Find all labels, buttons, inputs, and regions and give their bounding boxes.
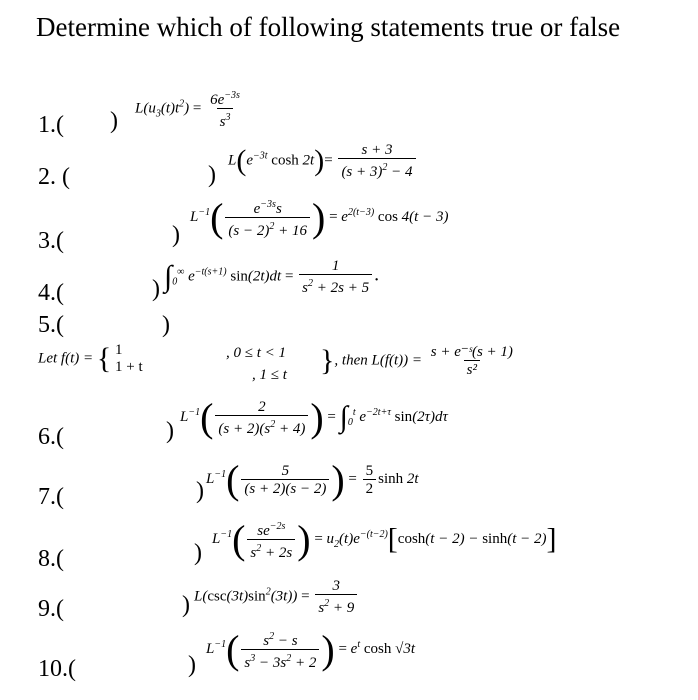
item-10-equation: $L^{-1}$( $\frac{s^2 - s}{s^3 - 3s^2 + 2}$ ) = $e^t$ cosh √3t [206,627,416,672]
item-5-case1: 1 [115,342,123,358]
item-5-then-text: , then L(f(t)) = [334,352,423,369]
item-5-number: 5.( [38,312,64,338]
item-3-equation: $L^{-1}$( $\frac{e^{-3s}s}{(s - 2)^2 + 16}$ ) = $e^{2(t-3)}$ cos 4(t − 3) [190,195,449,240]
item-5-conditions [226,342,287,386]
item-5-cond2: , 1 ≤ t [252,367,287,383]
item-8-number: 8.( [38,546,64,572]
item-9-answer-paren[interactable]: ) [182,592,190,618]
item-5-piecewise-def: Let f(t) = { 1 1 + t [38,342,143,375]
item-5-answer-paren[interactable]: ) [162,312,170,338]
item-1-equation: $L(u_3(t)t^2)$ = $\frac{6e^{-3s}}{s^3}$ [135,90,240,130]
item-8-answer-paren[interactable]: ) [194,540,202,566]
item-2-equation: $L(e^{-3t}$ cosh 2t)= $\frac{s + 3}{(s + 3)^2 - 4}$ [228,142,418,180]
item-3-answer-paren[interactable]: ) [172,222,180,248]
item-10-number: 10.( [38,656,76,682]
item-6-answer-paren[interactable]: ) [166,418,174,444]
item-4-number: 4.( [38,280,64,306]
item-5-case2: 1 + t [115,359,143,375]
page-heading: Determine which of following statements true or false [36,12,621,42]
item-5-let-text: Let f(t) = [38,350,94,367]
item-8-equation: $L^{-1}$( $\frac{se^{-2s}}{s^2 + 2s}$ ) = $u_2(t)e^{-(t-2)}[\cosh(t - 2) - \sinh(t - 2)]$ [212,517,557,562]
item-5-num: s + e⁻ˢ(s + 1) [430,344,513,360]
item-6-equation: $L^{-1}$( $\frac{2}{(s + 2)(s^2 + 4)}$ ) = $\int_0^t$ $e^{-2t+\tau}$ sin(2τ)dτ [180,395,448,440]
item-7-number: 7.( [38,484,64,510]
item-5-den: s² [464,360,480,378]
item-2-answer-paren[interactable]: ) [208,162,216,188]
item-7-answer-paren[interactable]: ) [196,478,204,504]
item-4-equation: $\int_0^\infty$ $e^{-t(s+1)}$ sin(2t)dt = $\frac{1}{s^2 + 2s + 5}$ . [164,258,380,296]
item-9-equation: $L(\csc(3t)\sin^2(3t))$ = $\frac{3}{s^2 + 9}$ [194,578,359,616]
item-7-equation: $L^{-1}$( $\frac{5}{(s + 2)(s - 2)}$ ) = $\frac{5}{2}$ sinh 2t [206,457,419,502]
item-1-number: 1.( [38,112,64,138]
item-2-number: 2. ( [38,164,70,190]
item-4-answer-paren[interactable]: ) [152,276,160,302]
item-3-number: 3.( [38,228,64,254]
item-1-answer-paren[interactable]: ) [110,108,118,134]
item-6-number: 6.( [38,424,64,450]
item-9-number: 9.( [38,596,64,622]
item-5-result: }, then L(f(t)) = $\frac{\text{s + e⁻ˢ(s + 1)}}{\text{s²}}$ [320,344,518,378]
item-10-answer-paren[interactable]: ) [188,652,196,678]
item-5-cond1: , 0 ≤ t < 1 [226,345,287,361]
